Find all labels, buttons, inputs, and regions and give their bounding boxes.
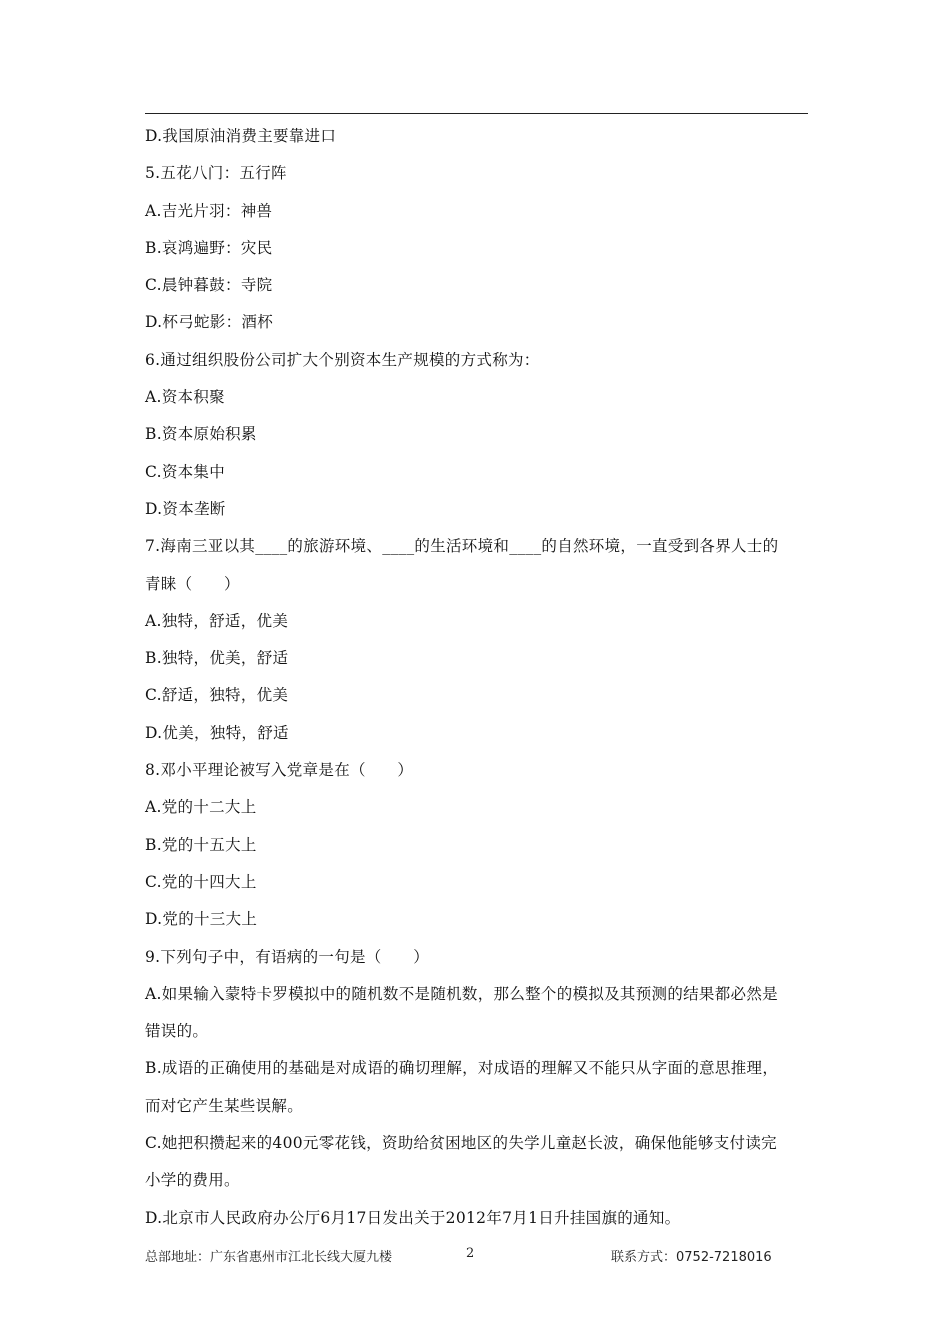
option-line: B.独特，优美，舒适 [145, 649, 289, 668]
option-line-cont: 小学的费用。 [145, 1171, 240, 1190]
option-line: A.独特，舒适，优美 [145, 611, 289, 630]
option-line: A.资本积聚 [145, 388, 225, 407]
footer-contact: 联系方式：0752-7218016 [611, 1250, 772, 1265]
document-body [145, 118, 808, 1237]
option-line: C.晨钟暮鼓：寺院 [145, 276, 273, 295]
option-line: D.资本垄断 [145, 499, 226, 518]
option-line: D.杯弓蛇影：酒杯 [145, 313, 274, 332]
option-line: D.党的十三大上 [145, 910, 258, 929]
question-6: 6.通过组织股份公司扩大个别资本生产规模的方式称为： [145, 350, 540, 369]
option-line: C.舒适，独特，优美 [145, 686, 289, 705]
page-footer [0, 1246, 950, 1266]
option-line-cont: 错误的。 [145, 1022, 209, 1041]
question-8: 8.邓小平理论被写入党章是在（ ） [145, 761, 414, 780]
option-line: C.党的十四大上 [145, 872, 257, 891]
question-7: 7.海南三亚以其____的旅游环境、____的生活环境和____的自然环境，一直受到各界人士的 [145, 537, 779, 556]
question-5: 5.五花八门：五行阵 [145, 164, 287, 183]
option-line: A.党的十二大上 [145, 798, 257, 817]
header-rule [145, 113, 808, 114]
option-line: B.党的十五大上 [145, 835, 257, 854]
option-line: C.她把积攒起来的400元零花钱，资助给贫困地区的失学儿童赵长波，确保他能够支付读完 [145, 1134, 777, 1153]
option-line: D.优美，独特，舒适 [145, 723, 289, 742]
option-line: A.吉光片羽：神兽 [145, 201, 273, 220]
footer-address: 总部地址：广东省惠州市江北长线大厦九楼 [145, 1250, 393, 1265]
option-line: B.哀鸿遍野：灾民 [145, 238, 273, 257]
option-line: B.资本原始积累 [145, 425, 257, 444]
option-line-cont: 而对它产生某些误解。 [145, 1096, 304, 1115]
option-line: A.如果输入蒙特卡罗模拟中的随机数不是随机数，那么整个的模拟及其预测的结果都必然是 [145, 984, 778, 1003]
question-7-cont: 青睐（ ） [145, 574, 240, 593]
option-line: C.资本集中 [145, 462, 226, 481]
text-line: D.我国原油消费主要靠进口 [145, 127, 337, 145]
question-9: 9.下列句子中，有语病的一句是（ ） [145, 947, 429, 966]
option-line: D.北京市人民政府办公厅6月17日发出关于2012年7月1日升挂国旗的通知。 [145, 1208, 681, 1227]
page-number: 2 [466, 1246, 475, 1261]
option-line: B.成语的正确使用的基础是对成语的确切理解，对成语的理解又不能只从字面的意思推理， [145, 1059, 779, 1078]
